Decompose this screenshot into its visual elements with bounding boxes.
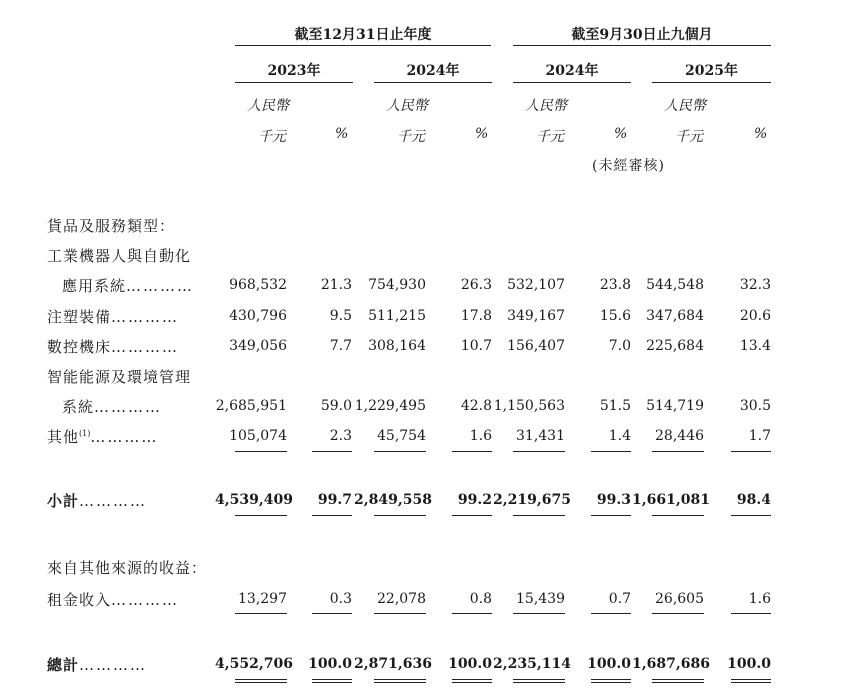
underline-rule: [731, 613, 771, 614]
cell-pct: 42.8: [460, 398, 492, 414]
cell-pct: 1.6: [469, 428, 492, 444]
year-rule: [374, 82, 492, 83]
unit-thousand-label: 千元: [675, 129, 703, 145]
group-rule-1: [235, 45, 491, 46]
cell-value: 105,074: [229, 428, 287, 444]
cell-pct: 17.8: [460, 308, 492, 324]
cell-pct: 30.5: [739, 398, 771, 414]
underline-rule: [591, 515, 631, 516]
underline-rule: [452, 515, 492, 516]
cell-pct: 1.7: [748, 428, 771, 444]
underline-rule: [652, 613, 704, 614]
year-rule: [513, 82, 631, 83]
underline-rule: [235, 515, 287, 516]
unit-pct-label: %: [475, 126, 489, 142]
year-rule: [652, 82, 771, 83]
double-underline-rule: [374, 679, 426, 683]
footnote-marker: (1): [79, 429, 91, 438]
underline-rule: [652, 451, 704, 452]
double-underline-rule: [452, 679, 492, 683]
cell-value: 349,056: [229, 338, 287, 354]
underline-rule: [312, 451, 352, 452]
subtotal-pct: 98.4: [736, 492, 771, 508]
year-header-2023: 2023年: [267, 63, 321, 79]
cell-value: 754,930: [368, 277, 426, 293]
total-value: 4,552,706: [215, 656, 293, 672]
unit-pct-label: %: [614, 126, 628, 142]
cell-pct: 13.4: [739, 338, 771, 354]
subtotal-value: 2,849,558: [354, 492, 432, 508]
cell-value: 514,719: [646, 398, 704, 414]
total-label: 總計…………: [47, 656, 148, 674]
cell-pct: 1.4: [608, 428, 631, 444]
total-value: 1,687,686: [632, 656, 710, 672]
cell-value: 544,548: [646, 277, 704, 293]
section-title-other-sources: 來自其他來源的收益：: [47, 559, 208, 577]
row-label-cont: 應用系統…………: [62, 277, 195, 295]
cell-value: 511,215: [368, 308, 426, 324]
cell-pct: 10.7: [460, 338, 492, 354]
year-header-2024: 2024年: [406, 63, 460, 79]
unit-thousand-label: 千元: [397, 129, 425, 145]
cell-value: 430,796: [229, 308, 287, 324]
row-label-cont: 系統…………: [62, 398, 163, 416]
total-pct: 100.0: [587, 656, 631, 672]
underline-rule: [452, 451, 492, 452]
total-pct: 100.0: [308, 656, 352, 672]
cell-value: 22,078: [377, 591, 426, 607]
subtotal-value: 1,661,081: [632, 492, 710, 508]
unit-pct-label: %: [754, 126, 768, 142]
underline-rule: [591, 613, 631, 614]
underline-rule: [513, 613, 565, 614]
double-underline-rule: [235, 679, 287, 683]
unit-thousand-label: 千元: [258, 129, 286, 145]
year-rule: [235, 82, 353, 83]
double-underline-rule: [652, 679, 704, 683]
cell-pct: 7.0: [608, 338, 631, 354]
underline-rule: [374, 515, 426, 516]
cell-pct: 59.0: [320, 398, 352, 414]
cell-pct: 51.5: [599, 398, 631, 414]
underline-rule: [312, 613, 352, 614]
group-header-nine-months: 截至9月30日止九個月: [571, 27, 713, 43]
subtotal-pct: 99.7: [317, 492, 352, 508]
year-header-2024-ninemonth: 2024年: [545, 63, 599, 79]
row-label: 工業機器人與自動化: [47, 247, 192, 265]
underline-rule: [374, 613, 426, 614]
cell-value: 26,605: [655, 591, 704, 607]
underline-rule: [731, 515, 771, 516]
subtotal-pct: 99.2: [457, 492, 492, 508]
unaudited-note: (未經審核): [592, 158, 665, 174]
underline-rule: [652, 515, 704, 516]
total-value: 2,235,114: [493, 656, 571, 672]
cell-value: 968,532: [229, 277, 287, 293]
subtotal-value: 2,219,675: [493, 492, 571, 508]
row-label: 租金收入…………: [47, 591, 180, 609]
underline-rule: [513, 515, 565, 516]
cell-pct: 2.3: [329, 428, 352, 444]
cell-value: 28,446: [655, 428, 704, 444]
cell-pct: 0.8: [469, 591, 492, 607]
cell-pct: 32.3: [739, 277, 771, 293]
group-header-year-ended: 截至12月31日止年度: [294, 27, 432, 43]
row-label: 注塑裝備…………: [47, 308, 180, 326]
unit-currency-label: 人民幣: [247, 98, 289, 114]
subtotal-value: 4,539,409: [215, 492, 293, 508]
underline-rule: [452, 613, 492, 614]
unit-currency-label: 人民幣: [386, 98, 428, 114]
cell-pct: 7.7: [329, 338, 352, 354]
cell-pct: 23.8: [599, 277, 631, 293]
cell-value: 15,439: [516, 591, 565, 607]
section-title-goods: 貨品及服務類型：: [47, 217, 176, 235]
cell-pct: 21.3: [320, 277, 352, 293]
cell-value: 13,297: [238, 591, 287, 607]
row-label: 其他$^{(1)}$…………: [47, 428, 159, 446]
unit-currency-label: 人民幣: [664, 98, 706, 114]
cell-value: 532,107: [507, 277, 565, 293]
group-rule-2: [513, 45, 771, 46]
cell-value: 1,229,495: [354, 398, 426, 414]
cell-value: 31,431: [516, 428, 565, 444]
cell-value: 225,684: [646, 338, 704, 354]
double-underline-rule: [731, 679, 771, 683]
underline-rule: [731, 451, 771, 452]
cell-pct: 0.3: [329, 591, 352, 607]
cell-value: 349,167: [507, 308, 565, 324]
year-header-2025: 2025年: [685, 63, 738, 79]
cell-value: 2,685,951: [215, 398, 287, 414]
underline-rule: [591, 451, 631, 452]
total-pct: 100.0: [448, 656, 492, 672]
unit-currency-label: 人民幣: [525, 98, 567, 114]
cell-pct: 1.6: [748, 591, 771, 607]
underline-rule: [235, 613, 287, 614]
row-label: 數控機床…………: [47, 338, 180, 356]
underline-rule: [513, 451, 565, 452]
cell-value: 1,150,563: [493, 398, 565, 414]
cell-pct: 26.3: [460, 277, 492, 293]
underline-rule: [235, 451, 287, 452]
total-pct: 100.0: [727, 656, 771, 672]
double-underline-rule: [513, 679, 565, 683]
cell-value: 45,754: [377, 428, 426, 444]
double-underline-rule: [591, 679, 631, 683]
cell-pct: 20.6: [739, 308, 771, 324]
subtotal-pct: 99.3: [596, 492, 631, 508]
underline-rule: [374, 451, 426, 452]
cell-pct: 9.5: [329, 308, 352, 324]
cell-value: 347,684: [646, 308, 704, 324]
row-label: 智能能源及環境管理: [47, 368, 192, 386]
double-underline-rule: [312, 679, 352, 683]
cell-pct: 15.6: [599, 308, 631, 324]
cell-value: 308,164: [368, 338, 426, 354]
unit-thousand-label: 千元: [536, 129, 564, 145]
unit-pct-label: %: [335, 126, 349, 142]
underline-rule: [312, 515, 352, 516]
cell-pct: 0.7: [608, 591, 631, 607]
subtotal-label: 小計…………: [47, 492, 148, 510]
total-value: 2,871,636: [354, 656, 432, 672]
cell-value: 156,407: [507, 338, 565, 354]
